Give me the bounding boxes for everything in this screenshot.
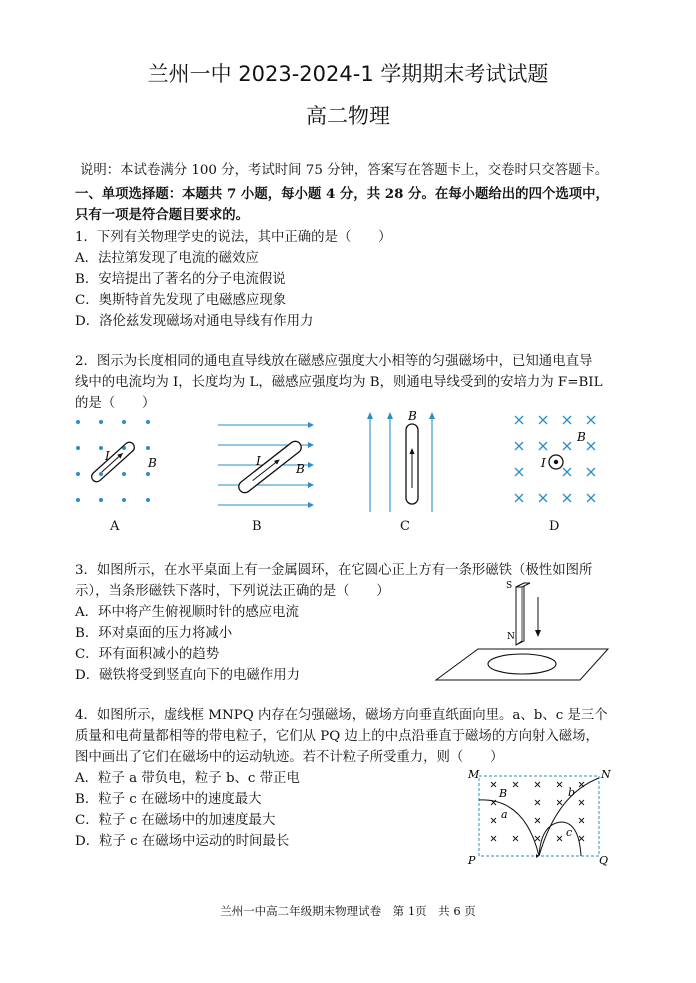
q1-option-c: C．奥斯特首先发现了电磁感应现象 xyxy=(75,293,287,308)
section-heading-line1: 一、单项选择题：本题共 7 小题，每小题 4 分，共 28 分。在每小题给出的四个选项中， xyxy=(75,186,609,202)
particle-a-label: a xyxy=(501,808,508,821)
q4-stem-line2: 质量和电荷量都相等的带电粒子，它们从 PQ 边上的中点沿垂直于磁场的方向射入磁场， xyxy=(75,729,599,744)
q2-figure-b xyxy=(212,410,322,520)
corner-p: P xyxy=(468,854,476,867)
q2-figure-d xyxy=(508,410,608,520)
conductor-out-of-page xyxy=(549,455,563,469)
conductor xyxy=(236,439,303,495)
q4-stem-line1: 4．如图所示，虚线框 MNPQ 内存在匀强磁场，磁场方向垂直纸面向里。a、b、c 是三个 xyxy=(75,708,608,723)
q3-option-d: D．磁铁将受到竖直向下的电磁作用力 xyxy=(75,668,300,683)
q4-stem-line3: 图中画出了它们在磁场中的运动轨迹。若不计粒子所受重力，则（ ） xyxy=(75,750,504,765)
particle-b-label: b xyxy=(568,786,576,799)
q2-label-a: A xyxy=(110,519,120,534)
q3-option-c: C．环有面积减小的趋势 xyxy=(75,647,220,662)
magnet-bottom-pole: N xyxy=(507,632,515,642)
bar-magnet xyxy=(516,583,530,645)
magnet-top-pole: S xyxy=(506,581,513,591)
q2-figure-c xyxy=(358,408,448,518)
q4-option-d: D．粒子 c 在磁场中运动的时间最长 xyxy=(75,834,290,849)
field-label: B xyxy=(148,456,157,470)
current-label: I xyxy=(256,454,261,468)
page-footer: 兰州一中高二年级期末物理试卷 第 1页 共 6 页 xyxy=(220,904,476,918)
instructions: 说明：本试卷满分 100 分，考试时间 75 分钟，答案写在答题卡上，交卷时只交答题卡。 xyxy=(80,163,609,178)
q2-stem-line3: 的是（ ） xyxy=(75,396,156,411)
q1-option-d: D．洛伦兹发现磁场对通电导线有作用力 xyxy=(75,314,314,329)
q2-figure-a xyxy=(68,410,168,520)
current-label: I xyxy=(541,456,546,470)
particle-c-label: c xyxy=(566,826,573,839)
exam-subject: 高二物理 xyxy=(306,104,390,128)
conductor xyxy=(406,424,418,504)
q1-option-b: B．安培提出了著名的分子电流假说 xyxy=(75,272,286,287)
field-label: B xyxy=(408,409,417,423)
field-label: B xyxy=(577,430,586,444)
field-label: B xyxy=(499,787,508,800)
q1-stem: 1．下列有关物理学史的说法，其中正确的是（ ） xyxy=(75,230,392,245)
q3-option-b: B．环对桌面的压力将减小 xyxy=(75,626,233,641)
q4-option-b: B．粒子 c 在磁场中的速度最大 xyxy=(75,792,262,807)
q4-option-a: A．粒子 a 带负电，粒子 b、c 带正电 xyxy=(75,771,300,786)
field-label: B xyxy=(296,462,305,476)
q3-stem-line1: 3．如图所示，在水平桌面上有一金属圆环，在它圆心正上方有一条形磁铁（极性如图所 xyxy=(75,563,593,578)
particle-trajectories xyxy=(479,778,599,856)
q2-stem-line2: 线中的电流均为 I，长度均为 L，磁感应强度均为 B，则通电导线受到的安培力为 F=BIL xyxy=(75,375,603,390)
corner-m: M xyxy=(468,768,480,781)
section-heading-line2: 只有一项是符合题目要求的。 xyxy=(75,207,250,223)
q2-label-b: B xyxy=(252,519,262,534)
current-label: I xyxy=(105,449,110,463)
corner-q: Q xyxy=(599,854,609,867)
field-dots xyxy=(76,420,150,502)
q2-stem-line1: 2．图示为长度相同的通电直导线放在磁感应强度大小相等的匀强磁场中，已知通电直导 xyxy=(75,354,593,369)
q2-label-c: C xyxy=(400,519,410,534)
q3-figure xyxy=(430,575,610,685)
metal-ring xyxy=(488,654,556,674)
q2-label-d: D xyxy=(549,519,560,534)
q3-stem-line2: 示），当条形磁铁下落时，下列说法正确的是（ ） xyxy=(75,584,390,599)
q4-option-c: C．粒子 c 在磁场中的加速度最大 xyxy=(75,813,276,828)
exam-title: 兰州一中 2023-2024-1 学期期末考试试题 xyxy=(147,62,549,86)
q3-option-a: A．环中将产生俯视顺时针的感应电流 xyxy=(75,605,299,620)
fall-arrow xyxy=(535,597,541,637)
conductor xyxy=(90,440,137,484)
q1-option-a: A．法拉第发现了电流的磁效应 xyxy=(75,251,259,266)
q4-figure xyxy=(465,766,615,870)
corner-n: N xyxy=(601,768,611,781)
